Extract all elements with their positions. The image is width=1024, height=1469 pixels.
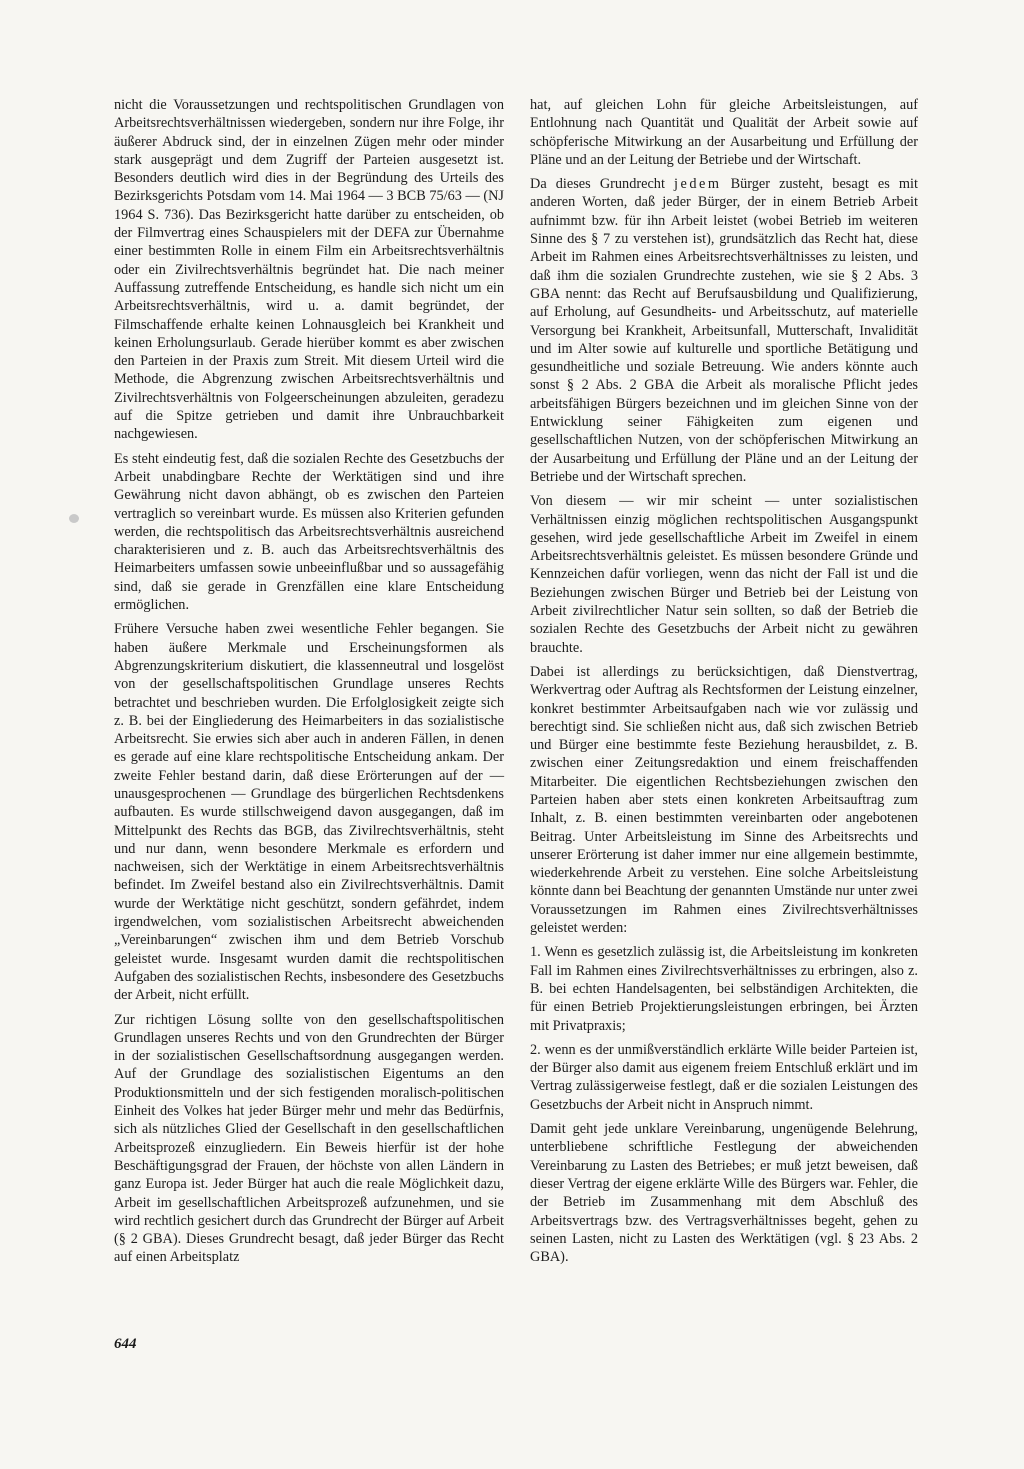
- left-column: [114, 96, 504, 1273]
- text-run: Bürger zusteht, besagt es mit anderen Worten, daß jeder Bürger, der in einem Betrieb Arbeit aufnimmt bzw. für ihn Arbeit leistet (wobei Betrieb im weiteren Sinne des § 7 zu verstehen ist), grundsätzlich das Recht hat, diese Arbeit im Rahmen eines Arbeitsrechtsverhältnisses zu leisten, und daß ihm die sozialen Grundrechte zustehen, wie sie § 2 Abs. 3 GBA nennt: das Recht auf Berufsausbildung und Qualifizierung, auf Erholung, auf Gesundheits- und Arbeitsschutz, auf materielle Versorgung bei Krankheit, Arbeitsunfall, Mutterschaft, Invalidität und im Alter sowie auf kulturelle und sportliche Betätigung und gesundheitliche und soziale Betreuung. Wie anders könnte auch sonst § 2 Abs. 2 GBA die Arbeit als moralische Pflicht jedes arbeitsfähigen Bürgers bezeichnen und im gleichen Sinne von der Entwicklung seiner Fähigkeiten zum eigenen und gesellschaftlichen Nutzen, von der schöpferischen Mitwirkung an der Ausarbeitung und Erfüllung der Pläne und an der Leitung der Betriebe und der Wirtschaft sprechen.: [530, 176, 918, 485]
- paragraph: Es steht eindeutig fest, daß die sozialen Rechte des Gesetzbuchs der Arbeit unabdingbare Rechte der Werktätigen sind und ihre Gewährung nicht davon abhängt, ob es zwischen den Parteien vertraglich so vereinbart wurde. Es müssen also Kriterien gefunden werden, die rechtspolitisch das Arbeitsrechtsverhältnis ausreichend charakterisieren und z. B. auch das Arbeitsrechtsverhältnis des Heimarbeiters umfassen sowie unbeeinflußbar und so aussagefähig sind, daß sie gerade in Grenzfällen eine klare Entscheidung ermöglichen.: [114, 450, 504, 614]
- right-column: [530, 96, 918, 1272]
- paragraph: Von diesem — wir mir scheint — unter sozialistischen Verhältnissen einzig möglichen rechtspolitischen Ausgangspunkt gesehen, wird jede gesellschaftliche Arbeit im Zweifel in einem Arbeitsrechtsverhältnis geleistet. Es müssen besondere Gründe und Kennzeichen dafür vorliegen, wenn das nicht der Fall ist und die Beziehungen zwischen Bürger und Betrieb bei der Leistung von Arbeit zivilrechtlicher Natur sein sollten, so daß der Betrieb die sozialen Rechte des Gesetzbuchs der Arbeit nicht zu gewähren brauchte.: [530, 493, 918, 656]
- emphasized-word: jedem: [674, 176, 722, 193]
- paragraph: [530, 175, 918, 486]
- paragraph: Frühere Versuche haben zwei wesentliche Fehler begangen. Sie haben äußere Merkmale und Erscheinungsformen als Abgrenzungskriterium diskutiert, die klassenneutral und losgelöst von der gesellschaftspolitischen Grundlage unseres Rechts betrachtet und beschrieben wurden. Die Erfolglosigkeit zeigte sich z. B. bei der Eingliederung des Heimarbeiters in das sozialistische Arbeitsrecht. Sie erwies sich aber auch in anderen Fällen, in denen es gerade auf eine klare rechtspolitische Entscheidung ankam. Der zweite Fehler bestand darin, daß diese Erörterungen auf der — unausgesprochenen — Grundlage des bürgerlichen Rechtsdenkens aufbauten. Es wurde stillschweigend davon ausgegangen, daß im Mittelpunkt des Rechts das BGB, das Zivilrechtsverhältnis, steht und nur dann, wenn besondere Merkmale es erfordern und nachweisen, sich der Werktätige in einem Arbeitsrechtsverhältnis befindet. Im Zweifel bestand also ein Zivilrechtsverhältnis. Damit wurde der Werktätige nicht geschützt, sondern gefährdet, indem irgendwelchen, vom sozialistischen Arbeitsrecht abweichenden „Vereinbarungen“ zwischen ihm und dem Betrieb Vorschub geleistet wurde. Insgesamt wurden damit die rechtspolitischen Aufgaben des sozialistischen Rechts, insbesondere des Gesetzbuchs der Arbeit, nicht erfüllt.: [114, 621, 504, 1004]
- paragraph: hat, auf gleichen Lohn für gleiche Arbeitsleistungen, auf Entlohnung nach Quantität und Qualität der Arbeit sowie auf schöpferische Mitwirkung an der Ausarbeitung und Erfüllung der Pläne und an der Leitung der Betriebe und der Wirtschaft.: [530, 97, 918, 168]
- page-number: 644: [114, 1336, 137, 1352]
- paragraph: Dabei ist allerdings zu berücksichtigen, daß Dienstvertrag, Werkvertrag oder Auftrag als Rechtsformen der Leistung einzelner, konkret bestimmter Arbeitsaufgaben nach wie vor zulässig und berechtigt sind. Sie schließen nicht aus, daß sich zwischen Betrieb und Bürger eine bestimmte feste Beziehung herausbildet, z. B. zwischen einer Zeitungsredaktion und einem freischaffenden Mitarbeiter. Die eigentlichen Rechtsbeziehungen zwischen den Parteien haben aber stets einen konkreten Arbeitsauftrag zum Inhalt, z. B. einen bestimmten vereinbarten oder angebotenen Beitrag. Unter Arbeitsleistung im Sinne des Arbeitsrechts und unserer Erörterung ist daher immer nur eine allgemein bestimmte, wiederkehrende Arbeit zu verstehen. Eine solche Arbeitsleistung könnte dann bei Beachtung der genannten Umstände nur unter zwei Voraussetzungen im Rahmen eines Zivilrechtsverhältnisses geleistet werden:: [530, 663, 918, 937]
- paragraph: 2. wenn es der unmißverständlich erklärte Wille beider Parteien ist, der Bürger also damit aus eigenem freiem Entschluß erklärt und im Vertrag zulässigerweise festlegt, daß er die sozialen Leistungen des Gesetzbuchs der Arbeit nicht in Anspruch nimmt.: [530, 1041, 918, 1113]
- text-run: Da dieses Grundrecht: [530, 176, 675, 193]
- paragraph: Zur richtigen Lösung sollte von den gesellschaftspolitischen Grundlagen unseres Rechts und von den Grundrechten der Bürger in der sozialistischen Gesellschaftsordnung ausgegangen werden. Auf der Grundlage des sozialistischen Eigentums an den Produktionsmitteln und der sich festigenden moralisch-politischen Einheit des Volkes hat jeder Bürger mehr und mehr das Bedürfnis, sich als nützliches Glied der Gesellschaft in den gesellschaftlichen Arbeitsprozeß einzugliedern. Ein Beweis hierfür ist der hohe Beschäftigungsgrad der Frauen, der höchste von allen Ländern in ganz Europa ist. Jeder Bürger hat auch die reale Möglichkeit dazu, Arbeit im gesellschaftlichen Arbeitsprozeß aufzunehmen, und sie wird rechtlich gesichert durch das Grundrecht der Bürger auf Arbeit (§ 2 GBA). Dieses Grundrecht besagt, daß jeder Bürger das Recht auf einen Arbeitsplatz: [114, 1011, 504, 1266]
- paragraph: nicht die Voraussetzungen und rechtspolitischen Grundlagen von Arbeitsrechtsverhältnissen wiedergeben, sondern nur ihre Folge, ihr äußerer Abdruck sind, der in einzelnen Zügen mehr oder minder stark ausgeprägt und dem Zugriff der Parteien ausgesetzt ist. Besonders deutlich wird dies in der Begründung des Urteils des Bezirksgerichts Potsdam vom 14. Mai 1964 — 3 BCB 75/63 — (NJ 1964 S. 736). Das Bezirksgericht hatte darüber zu entscheiden, ob der Filmvertrag eines Schauspielers mit der DEFA zur Übernahme einer bestimmten Rolle in einem Film ein Arbeitsrechtsverhältnis oder ein Zivilrechtsverhältnis begründet hat. Die nach meiner Auffassung zutreffende Entscheidung, es handle sich nicht um ein Arbeitsrechtsverhältnis, wird u. a. damit begründet, der Filmschaffende erhalte keinen Lohnausgleich bei Krankheit und keinen Erholungsurlaub. Gerade hierüber kommt es aber zwischen den Parteien in der Praxis zum Streit. Mit diesem Urteil wird die Methode, die Abgrenzung zwischen Arbeitsrechtsverhältnis und Zivilrechtsverhältnis von Folgeerscheinungen abzuleiten, geradezu auf die Spitze getrieben und damit ihre Unbrauchbarkeit nachgewiesen.: [114, 97, 504, 443]
- scan-speck: [69, 514, 79, 523]
- paragraph: Damit geht jede unklare Vereinbarung, ungenügende Belehrung, unterbliebene schriftliche Festlegung der abweichenden Vereinbarung zu Lasten des Betriebes; er muß jetzt beweisen, daß dieser Vertrag der eigene erklärte Wille des Bürgers war. Fehler, die der Betrieb im Zusammenhang mit dem Abschluß des Arbeitsvertrags bzw. des Vertragsverhältnisses begeht, gehen zu seinen Lasten, nicht zu Lasten des Werktätigen (vgl. § 23 Abs. 2 GBA).: [530, 1121, 918, 1266]
- paragraph: 1. Wenn es gesetzlich zulässig ist, die Arbeitsleistung im konkreten Fall im Rahmen eines Zivilrechtsverhältnisses zu erbringen, also z. B. bei echten Handelsagenten, bei selbständigen Architekten, die für einen Betrieb Projektierungsleistungen erbringen, bei Ärzten mit Privatpraxis;: [530, 944, 918, 1034]
